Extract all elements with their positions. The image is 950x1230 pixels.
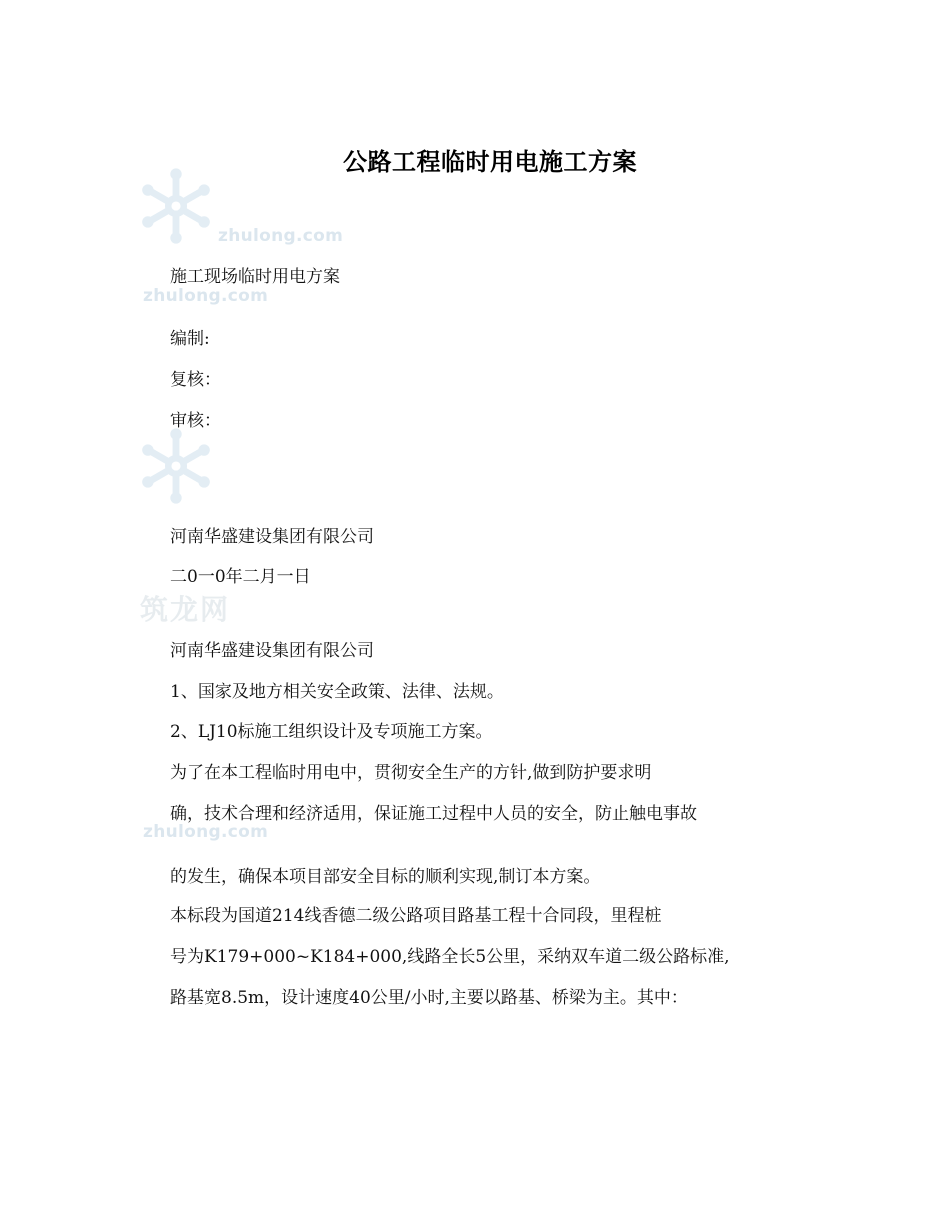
paragraph-line: 的发生，确保本项目部安全目标的顺利实现,制订本方案。	[170, 867, 601, 887]
watermark-logo-icon	[138, 428, 214, 504]
paragraph-line: 号为K179+000~K184+000,线路全长5公里，采纳双车道二级公路标准,	[170, 947, 730, 967]
basis-item: 2、LJ10标施工组织设计及专项施工方案。	[170, 722, 493, 742]
watermark-logo-icon	[138, 168, 214, 244]
approver-line: 审核：	[170, 411, 221, 431]
paragraph-line: 本标段为国道214线香德二级公路项目路基工程十合同段，里程桩	[170, 906, 662, 926]
watermark-site-text: zhulong.com	[218, 226, 344, 246]
compiler-line: 编制:	[170, 329, 210, 349]
company-line: 河南华盛建设集团有限公司	[170, 527, 374, 547]
document-title: 公路工程临时用电施工方案	[343, 147, 637, 176]
watermark-site-text: zhulong.com	[143, 822, 269, 842]
watermark-site-text: zhulong.com	[143, 286, 269, 306]
paragraph-line: 路基宽8.5m，设计速度40公里/小时,主要以路基、桥梁为主。其中：	[170, 988, 688, 1008]
company-line: 河南华盛建设集团有限公司	[170, 641, 374, 661]
paragraph-line: 为了在本工程临时用电中，贯彻安全生产的方针,做到防护要求明	[170, 763, 652, 783]
paragraph-line: 确，技术合理和经济适用，保证施工过程中人员的安全，防止触电事故	[170, 804, 697, 824]
reviewer-line: 复核：	[170, 370, 221, 390]
subtitle-line: 施工现场临时用电方案	[170, 267, 340, 287]
date-line: 二0一0年二月一日	[170, 567, 311, 587]
basis-item: 1、国家及地方相关安全政策、法律、法规。	[170, 682, 504, 702]
watermark-cn-text: 筑龙网	[140, 593, 231, 626]
